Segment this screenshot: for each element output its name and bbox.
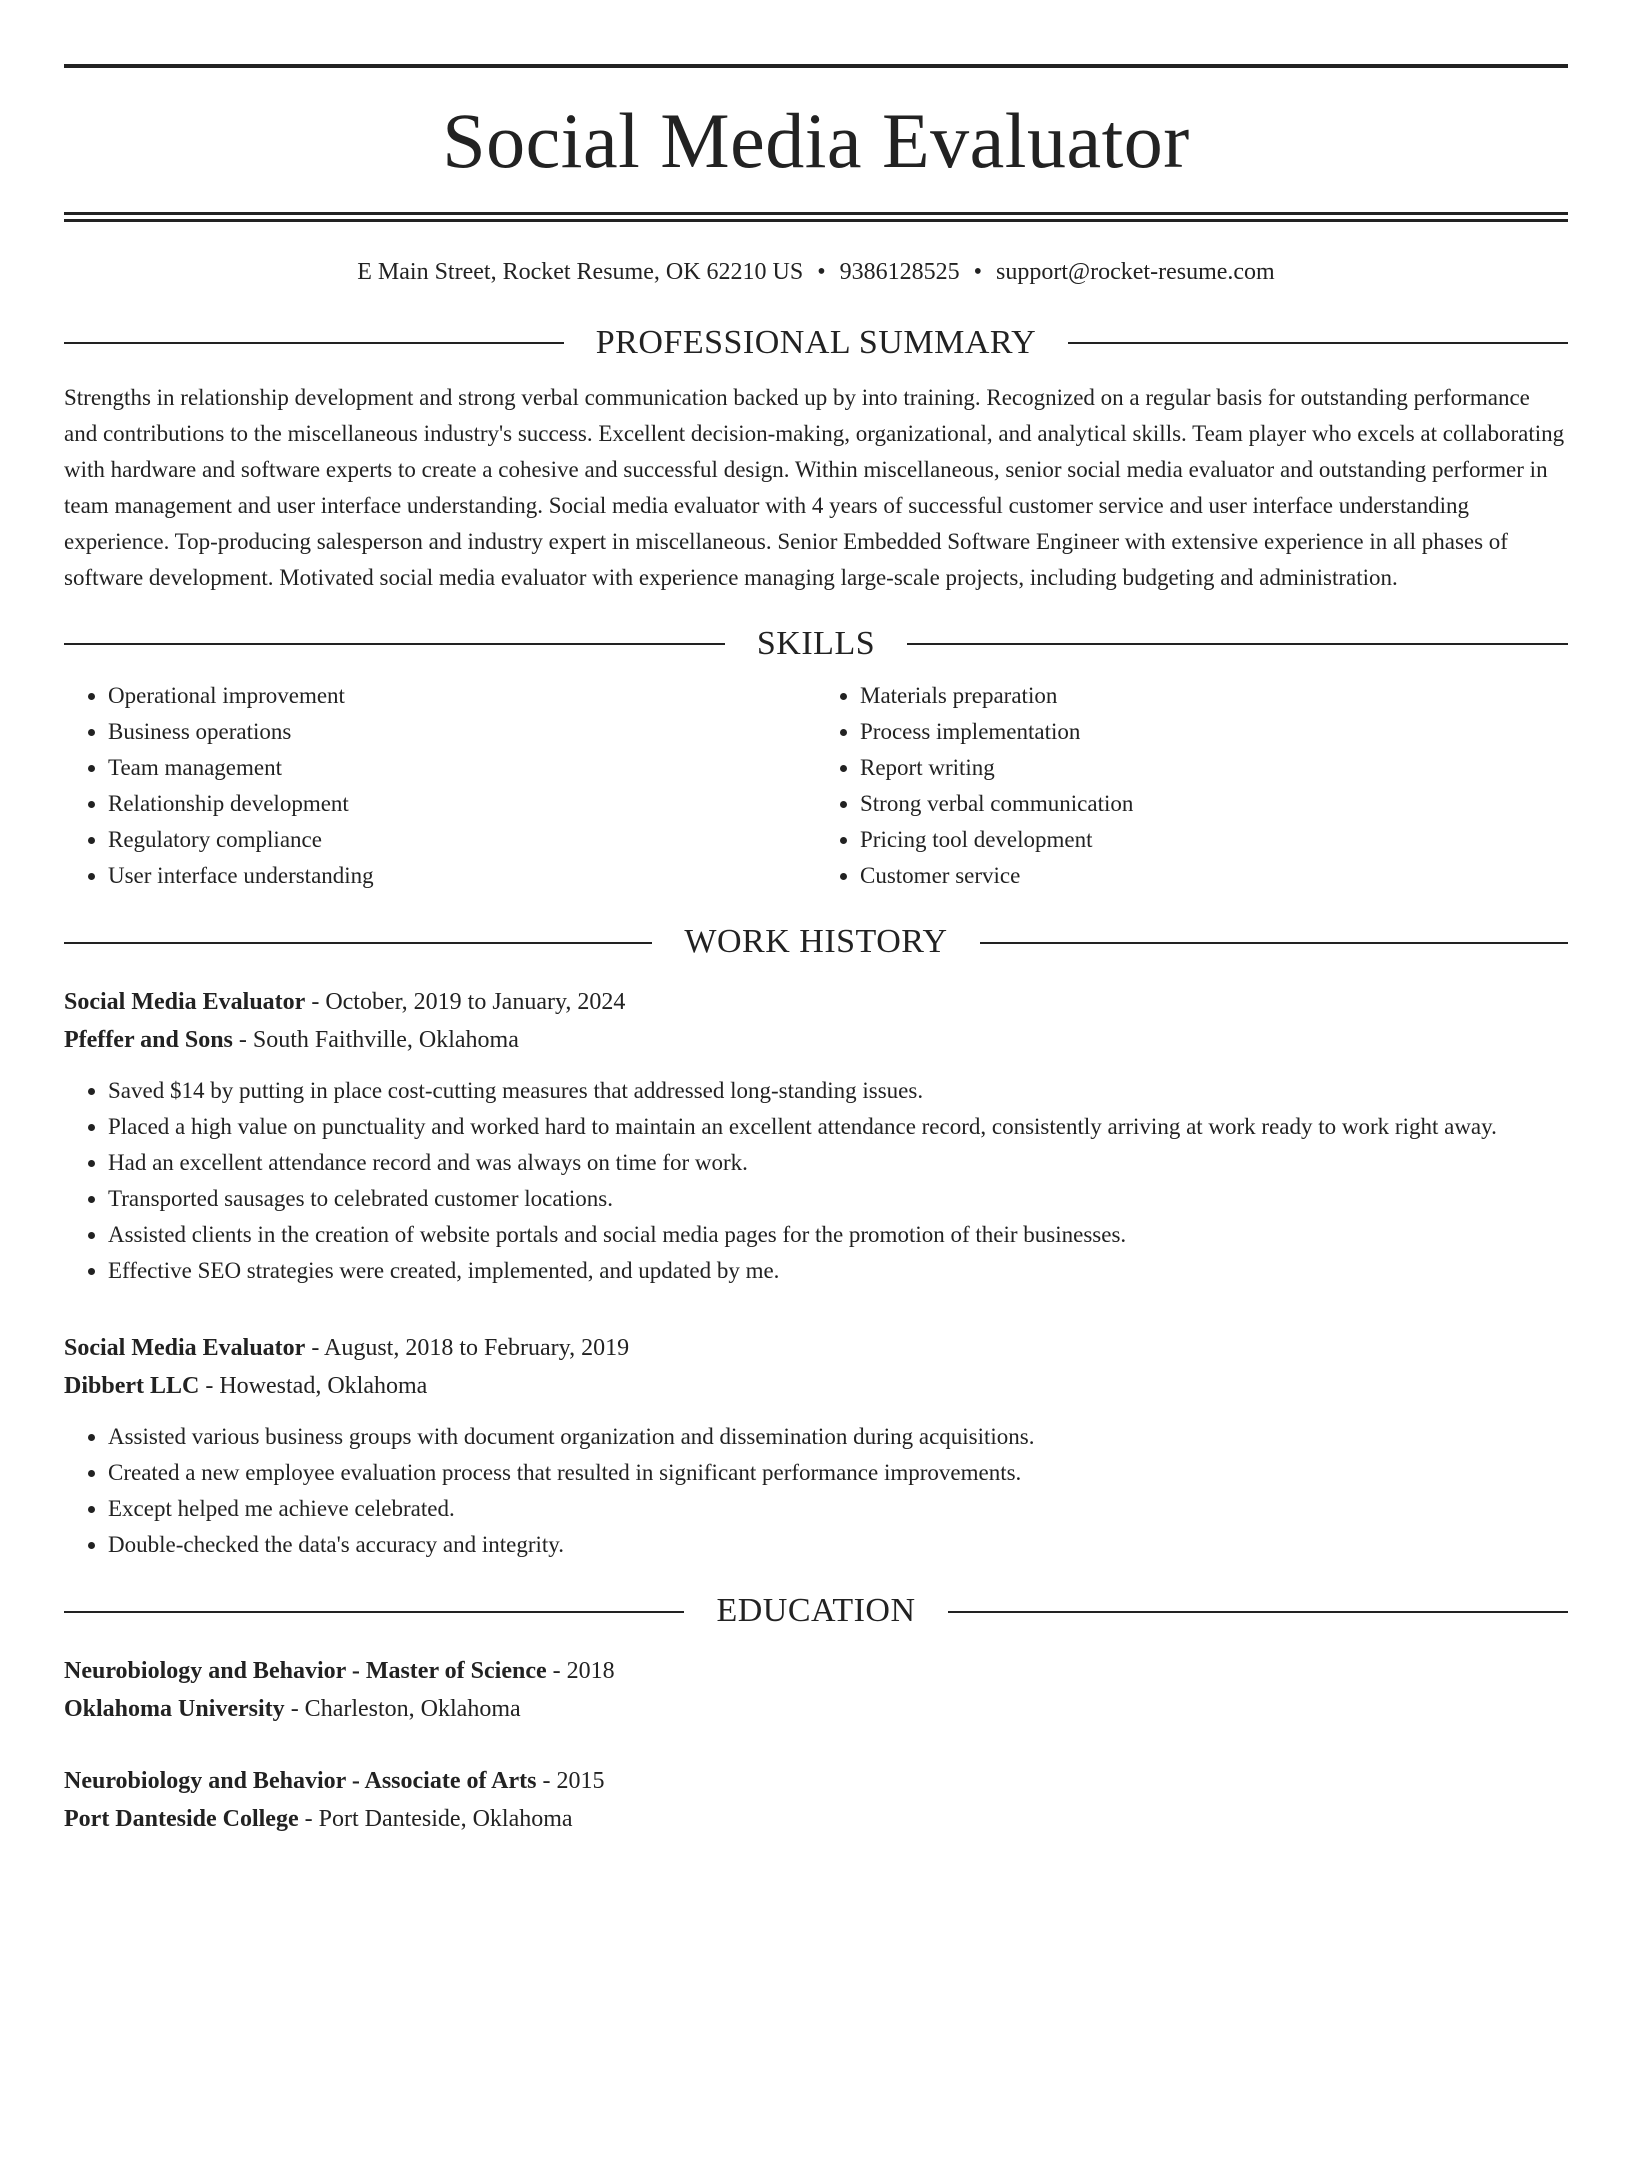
- skill-item: • Materials preparation: [860, 678, 1568, 714]
- heading-rule-left: [64, 342, 564, 344]
- skill-item: • Process implementation: [860, 714, 1568, 750]
- edu-year: - 2015: [536, 1767, 605, 1794]
- contact-phone: 9386128525: [839, 259, 960, 285]
- job-bullet: • Created a new employee evaluation process that resulted in significant performance improvements.: [108, 1455, 1568, 1491]
- education-heading: [64, 1591, 1568, 1632]
- job-bullet: • Assisted clients in the creation of website portals and social media pages for the promotion of their businesses.: [108, 1217, 1568, 1253]
- skill-item: • Pricing tool development: [860, 822, 1568, 858]
- job-location: - South Faithville, Oklahoma: [232, 1027, 519, 1054]
- job-bullet: • Transported sausages to celebrated customer locations.: [108, 1181, 1568, 1217]
- edu-location: - Charleston, Oklahoma: [284, 1695, 521, 1722]
- job-bullet: • Effective SEO strategies were created, implemented, and updated by me.: [108, 1253, 1568, 1289]
- job-title-line: [64, 1329, 1568, 1367]
- skill-item: • Operational improvement: [108, 678, 816, 714]
- job-bullets: [64, 1419, 1568, 1563]
- top-rule: [64, 64, 1568, 68]
- job-location: - Howestad, Oklahoma: [199, 1373, 428, 1400]
- header-double-rule: [64, 212, 1568, 222]
- job-title-line: [64, 983, 1568, 1021]
- job-entry: [64, 1329, 1568, 1563]
- job-bullet: • Double-checked the data's accuracy and integrity.: [108, 1527, 1568, 1563]
- skill-item: • Report writing: [860, 750, 1568, 786]
- skills-heading: [64, 624, 1568, 665]
- heading-rule-right: [948, 1611, 1568, 1613]
- resume-page: [0, 64, 1632, 2176]
- edu-year: - 2018: [546, 1657, 615, 1684]
- skills-column-right: [816, 678, 1568, 894]
- skills-title: SKILLS: [756, 624, 876, 662]
- heading-rule-right: [980, 942, 1568, 944]
- edu-degree-line: [64, 1652, 1568, 1690]
- contact-separator: •: [973, 259, 983, 285]
- edu-school-line: [64, 1800, 1568, 1838]
- edu-degree: Neurobiology and Behavior - Associate of Arts: [64, 1767, 537, 1794]
- heading-rule-right: [907, 643, 1568, 645]
- edu-school: Oklahoma University: [64, 1695, 285, 1722]
- job-dates: - August, 2018 to February, 2019: [305, 1335, 630, 1362]
- skill-item: • Strong verbal communication: [860, 786, 1568, 822]
- job-dates: - October, 2019 to January, 2024: [305, 989, 626, 1016]
- skill-item: • Customer service: [860, 858, 1568, 894]
- work-title: WORK HISTORY: [684, 923, 948, 961]
- contact-line: [64, 258, 1568, 287]
- edu-school-line: [64, 1690, 1568, 1728]
- skill-item: • Regulatory compliance: [108, 822, 816, 858]
- contact-separator: •: [817, 259, 826, 285]
- edu-degree: Neurobiology and Behavior - Master of Science: [64, 1657, 547, 1684]
- job-bullet: • Had an excellent attendance record and was always on time for work.: [108, 1145, 1568, 1181]
- education-title: EDUCATION: [716, 1592, 916, 1630]
- summary-text: Strengths in relationship development and strong verbal communication backed up by into training. Recognized on a regular basis for outstanding performance and contributions to the miscellaneous industry's success. Excellent decision-making, organizational, and analytical skills. Team player who excels at collaborating with hardware and software experts to create a cohesive and successful design. Within miscellaneous, senior social media evaluator and outstanding performer in team management and user interface understanding. Social media evaluator with 4 years of successful customer service and user interface understanding experience. Top-producing salesperson and industry expert in miscellaneous. Senior Embedded Software Engineer with extensive experience in all phases of software development. Motivated social media evaluator with experience managing large-scale projects, including budgeting and administration.: [64, 384, 1565, 590]
- summary-heading: [64, 323, 1568, 364]
- edu-location: - Port Danteside, Oklahoma: [298, 1805, 573, 1832]
- heading-rule-right: [1068, 342, 1568, 344]
- candidate-name: Social Media Evaluator: [442, 97, 1190, 184]
- work-heading: [64, 922, 1568, 963]
- education-entry: [64, 1652, 1568, 1728]
- job-bullet: • Saved $14 by putting in place cost-cutting measures that addressed long-standing issues.: [108, 1073, 1568, 1109]
- job-bullet: • Except helped me achieve celebrated.: [108, 1491, 1568, 1527]
- skill-item: • Business operations: [108, 714, 816, 750]
- job-bullets: [64, 1073, 1568, 1289]
- edu-school: Port Danteside College: [64, 1805, 299, 1832]
- contact-address: E Main Street, Rocket Resume, OK 62210 US: [357, 259, 804, 285]
- job-company: Dibbert LLC: [64, 1373, 200, 1400]
- job-role: Social Media Evaluator: [64, 1335, 306, 1362]
- job-company-line: [64, 1021, 1568, 1059]
- job-company: Pfeffer and Sons: [64, 1027, 233, 1054]
- heading-rule-left: [64, 643, 725, 645]
- edu-degree-line: [64, 1762, 1568, 1800]
- education-entry: [64, 1762, 1568, 1838]
- skills-list: [64, 678, 1568, 894]
- skill-item: • Relationship development: [108, 786, 816, 822]
- summary-title: PROFESSIONAL SUMMARY: [595, 323, 1037, 361]
- skill-item: • User interface understanding: [108, 858, 816, 894]
- job-role: Social Media Evaluator: [64, 989, 306, 1016]
- contact-email: support@rocket-resume.com: [996, 259, 1275, 285]
- heading-rule-left: [64, 942, 652, 944]
- skills-column-left: [64, 678, 816, 894]
- job-bullet: • Assisted various business groups with document organization and dissemination during acquisitions.: [108, 1419, 1568, 1455]
- job-company-line: [64, 1367, 1568, 1405]
- job-entry: [64, 983, 1568, 1289]
- job-bullet: • Placed a high value on punctuality and worked hard to maintain an excellent attendance record, consistently arriving at work ready to work right away.: [108, 1109, 1568, 1145]
- skill-item: • Team management: [108, 750, 816, 786]
- heading-rule-left: [64, 1611, 684, 1613]
